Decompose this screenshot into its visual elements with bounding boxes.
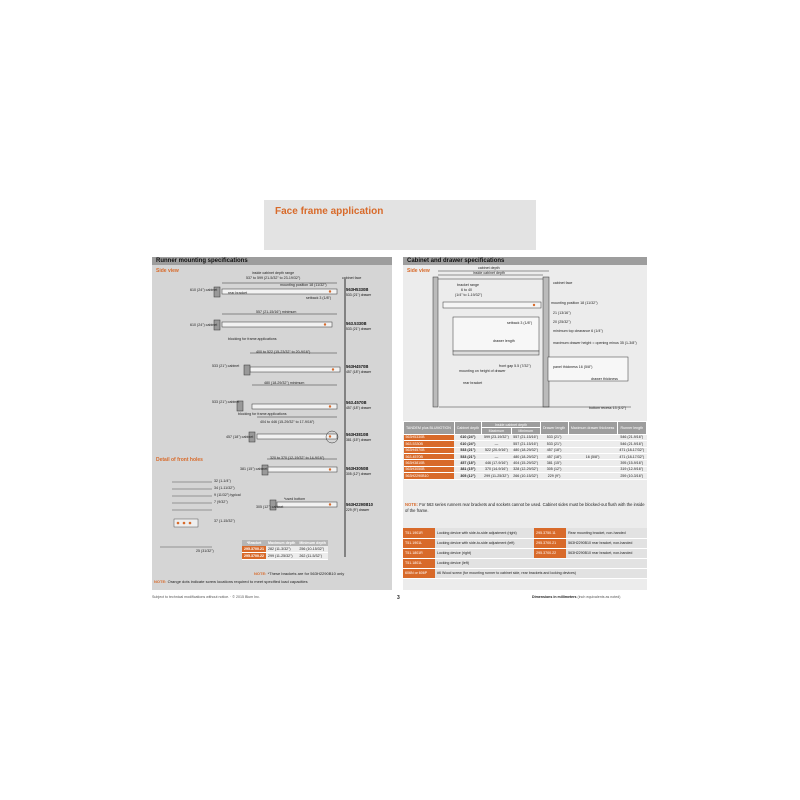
- accessory-description: Rear mounting bracket, non-handed: [566, 528, 647, 538]
- table-cell: 446 (17-9/16"): [482, 460, 511, 466]
- part-number: 563.5330B 533 (21") drawer: [346, 321, 372, 331]
- table-row: [404, 473, 647, 479]
- hole-dimension: 32 (1-1/4"): [214, 479, 231, 483]
- spec-table: [403, 421, 647, 480]
- page-title: Face frame application: [275, 206, 384, 217]
- section-title: Cabinet and drawer specifications: [407, 258, 505, 264]
- drawing-label: 320 to 370 (12-19/32" to 14-9/16"): [270, 456, 325, 460]
- table-cell: 522 (20-9/16"): [482, 447, 511, 453]
- drawing-label: mounting position 18 (11/32"): [280, 283, 327, 287]
- accessory-description: 563H2290B10 rear bracket, non-handed: [566, 548, 647, 558]
- table-cell: 563.4570B: [404, 453, 455, 459]
- drawing-label: 6 to 40: [461, 288, 472, 292]
- drawing-label: mounting on height of drawer: [459, 369, 506, 373]
- section-title: Runner mounting specifications: [156, 258, 248, 264]
- table-cell: 563H3050B: [404, 466, 455, 472]
- table-cell: 546 (21-9/16"): [617, 434, 646, 440]
- orange-dots-note: NOTE: Orange dots indicate screw locations required to meet specified load capacities: [154, 579, 308, 584]
- table-cell: 395 (15-9/16"): [617, 460, 646, 466]
- table-cell: 480 (18-29/32"): [511, 447, 540, 453]
- table-cell: 533 (21"): [454, 453, 482, 459]
- table-cell: 381 (15"): [540, 460, 568, 466]
- table-cell: 610 (24"): [454, 441, 482, 447]
- table-cell: 533 (21"): [540, 441, 568, 447]
- table-cell: 546 (21-9/16"): [617, 441, 646, 447]
- table-cell: 457 (18"): [540, 453, 568, 459]
- table-header: Maximum depth: [268, 541, 296, 546]
- drawing-label: blocking for frame applications: [238, 412, 287, 416]
- table-header: Minimum: [511, 428, 540, 434]
- part-number: 563H2290B10 229 (9") drawer: [346, 502, 374, 512]
- accessory-description: Locking device with side-to-side adjustment (right): [435, 528, 534, 538]
- side-view-label: Side view: [407, 268, 430, 274]
- bracket-table: [242, 540, 328, 560]
- drawing-label: inside cabinet depth range: [252, 271, 295, 275]
- accessory-row: [403, 538, 647, 548]
- drawing-label: panel thickness 16 (5/8"): [553, 365, 593, 369]
- accessory-code: 295.3700.21: [534, 538, 566, 548]
- table-cell: 563H5330B: [404, 434, 455, 440]
- drawing-label: 21 (13/16"): [553, 311, 571, 315]
- drawing-label: bracket range: [457, 283, 479, 287]
- drawing-label: (1/4" to 1-19/32"): [455, 293, 483, 297]
- table-cell: 295.3700.21: [244, 547, 264, 552]
- drawing-label: 457 (18") cabinet: [226, 435, 254, 439]
- detail-label: Detail of front holes: [156, 457, 203, 463]
- part-number: 563H4570B 457 (18") drawer: [346, 364, 372, 374]
- part-number: 563H3050B 305 (12") drawer: [346, 466, 372, 476]
- side-view-label: Side view: [156, 268, 179, 274]
- table-cell: 557 (21-15/16"): [511, 441, 540, 447]
- table-cell: 610 (24"): [454, 434, 482, 440]
- cabinet-drawer-panel: [403, 257, 647, 590]
- drawing-label: rear bracket: [463, 381, 483, 385]
- drawing-label: 381 (15") cabinet: [240, 467, 268, 471]
- drawing-label: cabinet face: [553, 281, 573, 285]
- bracket-note: NOTE: *These brackets are for 563H2290B10 only: [254, 571, 345, 576]
- accessory-code: 606N or 606P: [403, 568, 435, 578]
- table-cell: 599 (23-19/32"): [482, 434, 511, 440]
- accessory-description: #6 Wood screw (for mounting runner to cabinet side, rear brackets and locking devices): [435, 568, 647, 578]
- accessories-table: [403, 528, 647, 579]
- drawing-label: 610 (24") cabinet: [190, 323, 218, 327]
- table-cell: 381 (15"): [454, 466, 482, 472]
- accessory-code: 295.3700.22: [534, 548, 566, 558]
- table-cell: —: [482, 453, 511, 459]
- table-cell: [568, 473, 617, 479]
- table-header: Maximum: [482, 428, 511, 434]
- drawing-label: 533 (21") cabinet: [212, 364, 240, 368]
- table-cell: 262 (11-5/32"): [297, 553, 328, 559]
- drawing-label: rear bracket: [228, 291, 248, 295]
- drawing-label: 533 (21") cabinet: [212, 400, 240, 404]
- hole-dimension: 34 (1-11/32"): [214, 486, 235, 490]
- drawing-label: 404 to 446 (15-29/32" to 17-9/16"): [260, 420, 315, 424]
- drawing-label: 537 to 599 (21-5/32" to 23-19/32"): [246, 276, 301, 280]
- table-cell: 563H2290B10: [404, 473, 455, 479]
- table-cell: 557 (21-15/16"): [511, 434, 540, 440]
- footer-copyright: Subject to technical modifications without notice. · © 2015 Blum Inc.: [152, 595, 260, 599]
- drawing-label: mounting position 18 (11/32"): [551, 301, 598, 305]
- drawing-label: drawer length: [493, 339, 515, 343]
- drawing-label: inside cabinet depth: [473, 271, 505, 275]
- hole-dimension: 25 (31/32"): [196, 549, 214, 553]
- drawing-label: blocking for frame applications: [228, 337, 277, 341]
- table-cell: 533 (21"): [540, 434, 568, 440]
- table-cell: 16 (5/8"): [568, 453, 617, 459]
- drawing-label: bottom recess 13 (1/2"): [589, 406, 627, 410]
- table-cell: 457 (18"): [540, 447, 568, 453]
- part-number: 563.4570B 457 (18") drawer: [346, 400, 372, 410]
- accessory-row: [403, 568, 647, 578]
- hole-dimension: 9 (11/32") typical: [214, 493, 241, 497]
- accessory-row: [403, 548, 647, 558]
- drawing-label: front gap 5.5 (7/32"): [499, 364, 531, 368]
- footer-units: Dimensions in millimeters (inch equivalents as noted): [532, 595, 621, 599]
- hole-dimension: 37 (1-15/32"): [214, 519, 235, 523]
- runner-mounting-panel: [152, 257, 392, 590]
- drawing-label: 305 (12") cabinet: [256, 505, 284, 509]
- table-cell: 328 (12-29/32"): [511, 466, 540, 472]
- table-cell: 471 (18-17/32"): [617, 447, 646, 453]
- drawing-label: maximum drawer height = opening minus 35 (1-3/8"): [553, 341, 637, 345]
- accessory-description: 563H2290B10 rear bracket, non-handed: [566, 538, 647, 548]
- accessory-code: T51.1801L: [403, 558, 435, 568]
- drawing-label: setback 3 (1/8"): [306, 296, 332, 300]
- table-cell: 480 (18-29/32"): [511, 453, 540, 459]
- accessory-description: Locking device (left): [435, 558, 647, 568]
- drawing-label: 20 (25/32"): [553, 320, 571, 324]
- spec-table-body: [404, 434, 647, 479]
- accessory-row: [403, 528, 647, 538]
- table-cell: 299 (11-25/32"): [266, 553, 297, 559]
- table-header: Maximum drawer thickness: [568, 422, 617, 435]
- drawing-label: drawer thickness: [591, 377, 618, 381]
- accessory-description: Locking device with side-to-side adjustment (left): [435, 538, 534, 548]
- drawing-label: 610 (24") cabinet: [190, 288, 218, 292]
- table-cell: 305 (12"): [540, 466, 568, 472]
- table-cell: 319 (12-9/16"): [617, 466, 646, 472]
- table-header: Inside cabinet depth: [482, 422, 540, 428]
- table-cell: 282 (11-3/32"): [266, 546, 297, 552]
- table-cell: 229 (9"): [540, 473, 568, 479]
- part-number: 563H5330B 533 (21") drawer: [346, 287, 372, 297]
- drawing-label: cabinet face: [342, 276, 362, 280]
- table-cell: 563H3810B: [404, 460, 455, 466]
- cabinet-side-view-drawing: [403, 257, 647, 417]
- table-cell: 295.3700.22: [244, 553, 264, 558]
- table-row: [242, 553, 328, 559]
- drawing-label: minimum top clearance 6 (1/4"): [553, 329, 603, 333]
- spec-note: NOTE: For 563 series runners rear brackets and sockets cannot be used. Cabinet sides must be blocked-out flush with the inside of the frame.: [405, 502, 645, 513]
- table-cell: 370 (14-9/16"): [482, 466, 511, 472]
- table-cell: 471 (18-17/32"): [617, 453, 646, 459]
- table-header: *Bracket: [242, 540, 266, 546]
- table-header: Cabinet depth: [454, 422, 482, 435]
- table-cell: 533 (21"): [454, 447, 482, 453]
- table-cell: 299 (11-25/32"): [482, 473, 511, 479]
- table-cell: 305 (12"): [454, 473, 482, 479]
- drawing-label: 400 to 522 (15-23/32" to 20-9/16"): [256, 350, 311, 354]
- table-cell: 404 (15-29/32"): [511, 460, 540, 466]
- drawing-label: *used bottom: [284, 497, 306, 501]
- table-cell: 256 (10-15/32"): [297, 546, 328, 552]
- part-number: 563H3810B 381 (15") drawer: [346, 432, 372, 442]
- table-cell: 563.5330B: [404, 441, 455, 447]
- table-header: Drawer length: [540, 422, 568, 435]
- table-header: TANDEM plus BLUMOTION: [404, 422, 455, 435]
- drawing-label: setback 3 (1/8"): [507, 321, 533, 325]
- table-cell: 259 (10-3/16"): [617, 473, 646, 479]
- accessory-code: T51.1901L: [403, 538, 435, 548]
- table-cell: 266 (10-15/32"): [511, 473, 540, 479]
- page-number: 3: [397, 595, 400, 601]
- drawing-label: cabinet depth: [478, 266, 500, 270]
- drawing-label: 557 (21-15/16") minimum: [256, 310, 297, 314]
- accessory-code: T51.1801R: [403, 548, 435, 558]
- accessory-code: 295.3750.11: [534, 528, 566, 538]
- table-cell: 563H4570B: [404, 447, 455, 453]
- table-cell: —: [482, 441, 511, 447]
- hole-dimension: 7 (9/32"): [214, 500, 228, 504]
- accessory-row: [403, 558, 647, 568]
- table-cell: 457 (18"): [454, 460, 482, 466]
- accessory-code: T51.1901R: [403, 528, 435, 538]
- accessory-description: Locking device (right): [435, 548, 534, 558]
- table-header: Runner length: [617, 422, 646, 435]
- table-header: Minimum depth: [299, 541, 326, 546]
- drawing-label: 480 (18-29/32") minimum: [264, 381, 305, 385]
